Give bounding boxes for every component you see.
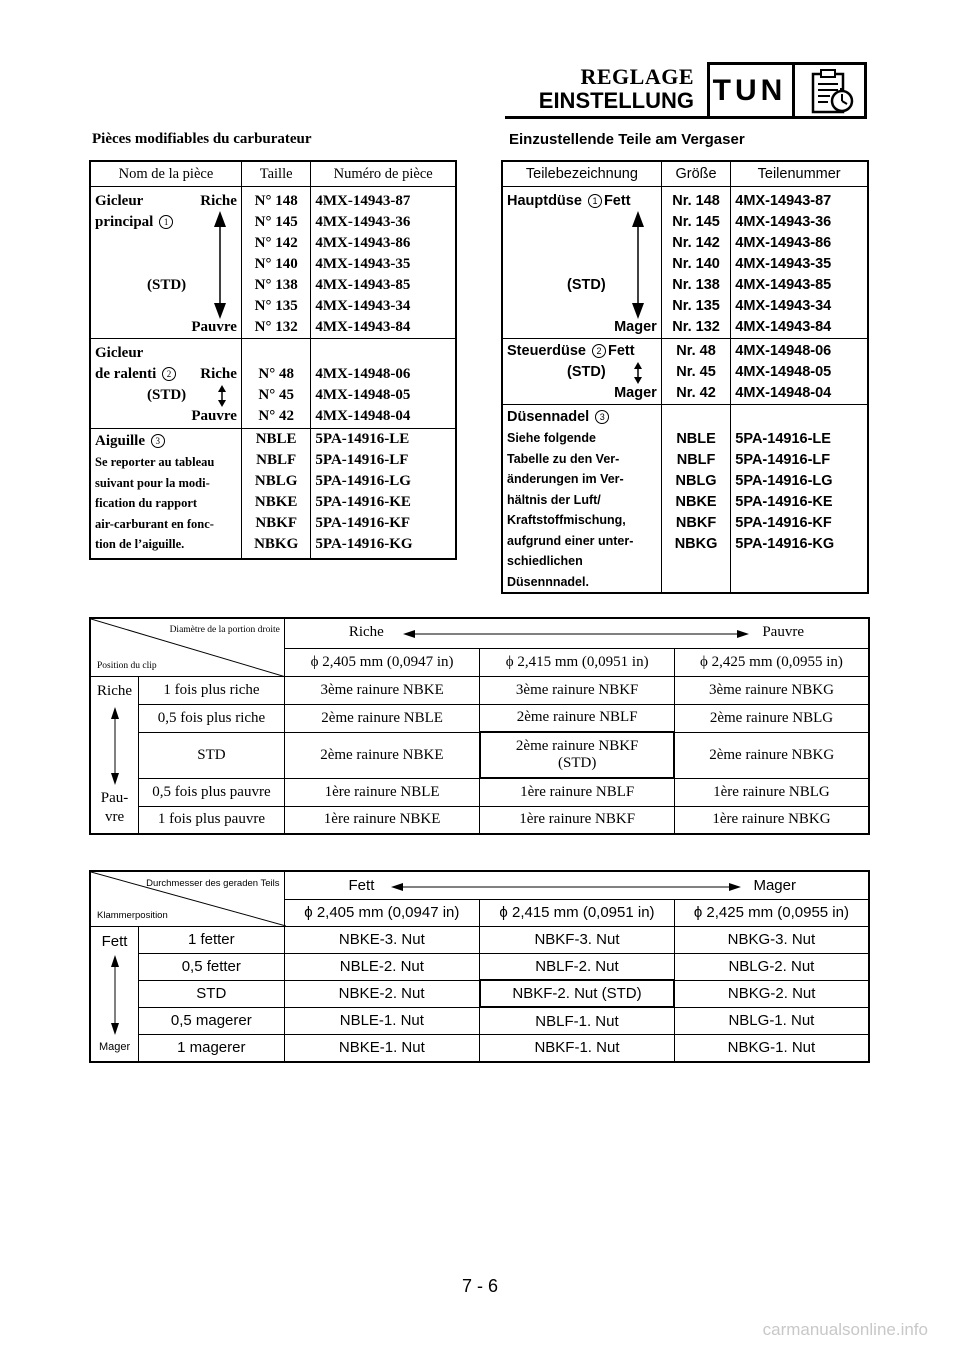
fr-header-name: Nom de la pièce bbox=[90, 161, 241, 187]
de-lean-label: Mager bbox=[753, 877, 796, 894]
fr-pilot-size-1: N° 45 bbox=[258, 387, 294, 403]
de-main-size-4: Nr. 138 bbox=[672, 277, 720, 293]
fr-pilot-jet-lean: Pauvre bbox=[191, 408, 237, 424]
de-needle-sizes bbox=[661, 405, 730, 594]
fr-main-part-1: 4MX-14943-36 bbox=[315, 214, 411, 230]
de-parts-title: Einzustellende Teile am Vergaser bbox=[509, 131, 745, 148]
fr-diameter-0: ϕ 2,405 mm (0,0947 in) bbox=[284, 648, 480, 676]
fr-needle-size-2: NBLG bbox=[254, 473, 298, 489]
watermark: carmanualsonline.info bbox=[762, 1320, 928, 1339]
de-needle-parts bbox=[731, 405, 868, 594]
de-row0-c0: NBKE-3. Nut bbox=[284, 926, 480, 953]
fr-needle-sizes bbox=[241, 429, 310, 559]
fr-main-jet-parts bbox=[311, 187, 456, 339]
fr-side-bottom-label-1: Pau- bbox=[100, 789, 129, 806]
de-parts-table bbox=[501, 160, 869, 594]
de-pilot-size-1: Nr. 45 bbox=[676, 364, 716, 380]
de-side-top-label: Fett bbox=[101, 932, 128, 950]
de-needle-table bbox=[89, 870, 870, 1063]
fr-needle-size-4: NBKF bbox=[255, 515, 297, 531]
de-pilot-part-1: 4MX-14948-05 bbox=[735, 364, 832, 380]
de-pilot-jet-sizes bbox=[661, 339, 730, 405]
de-side-bottom-label: Mager bbox=[98, 1040, 131, 1053]
fr-rich-lean-arrow-icon bbox=[403, 628, 749, 640]
fr-row2-c1: 2ème rainure NBKF bbox=[515, 738, 639, 754]
de-row4-pos: 1 magerer bbox=[139, 1034, 284, 1061]
de-row1-c1: NBLF-2. Nut bbox=[480, 953, 675, 980]
fr-row4-pos: 1 fois plus pauvre bbox=[139, 806, 285, 834]
de-pilot-jet-std: (STD) bbox=[567, 364, 606, 380]
de-needle-part-0: 5PA-14916-LE bbox=[735, 431, 831, 447]
fr-row1-c2: 2ème rainure NBLG bbox=[674, 704, 869, 732]
de-needle-size-2: NBLG bbox=[675, 473, 717, 489]
de-needle-part-4: 5PA-14916-KF bbox=[735, 515, 832, 531]
de-main-part-4: 4MX-14943-85 bbox=[735, 277, 832, 293]
fr-main-size-4: N° 138 bbox=[254, 277, 298, 293]
fr-row3-c1: 1ère rainure NBLF bbox=[480, 778, 675, 806]
fr-main-jet-label1: Gicleur bbox=[95, 193, 144, 209]
de-pilot-part-2: 4MX-14948-04 bbox=[735, 385, 832, 401]
fr-needle-parts bbox=[311, 429, 456, 559]
de-pilot-size-0: Nr. 48 bbox=[676, 343, 716, 359]
de-main-part-0: 4MX-14943-87 bbox=[735, 193, 832, 209]
fr-row4-c1: 1ère rainure NBKF bbox=[480, 806, 675, 834]
de-row4-c0: NBKE-1. Nut bbox=[284, 1034, 480, 1061]
fr-pilot-jet-label2: de ralenti bbox=[95, 366, 157, 382]
de-needle-note-3: hältnis der Luft/ bbox=[507, 492, 601, 507]
fr-pilot-part-1: 4MX-14948-05 bbox=[315, 387, 411, 403]
de-header-name: Teilebezeichnung bbox=[502, 161, 661, 187]
de-main-jet-sizes bbox=[661, 187, 730, 339]
de-main-part-6: 4MX-14943-84 bbox=[735, 319, 832, 335]
fr-needle-size-3: NBKE bbox=[254, 494, 298, 510]
de-main-size-6: Nr. 132 bbox=[672, 319, 720, 335]
fr-diag-top-label: Diamètre de la portion droite bbox=[169, 625, 280, 635]
fr-side-top-label: Riche bbox=[97, 682, 133, 699]
de-pilot-jet-name bbox=[502, 339, 661, 405]
fr-row2-c1-std bbox=[480, 732, 675, 778]
page-number: 7 - 6 bbox=[461, 1276, 499, 1296]
de-pilot-part-0: 4MX-14948-06 bbox=[735, 343, 832, 359]
fr-pilot-jet-name bbox=[90, 339, 241, 429]
fr-main-part-2: 4MX-14943-86 bbox=[315, 235, 411, 251]
de-header-part: Teilenummer bbox=[731, 161, 868, 187]
clipboard-stopwatch-icon bbox=[804, 67, 858, 115]
de-row2-pos: STD bbox=[139, 980, 284, 1007]
de-row3-c2: NBLG-1. Nut bbox=[674, 1007, 869, 1034]
fr-side-bottom-label-2: vre bbox=[104, 808, 125, 825]
de-main-part-3: 4MX-14943-35 bbox=[735, 256, 832, 272]
fr-needle-part-2: 5PA-14916-LG bbox=[315, 473, 411, 489]
fr-side-column bbox=[90, 676, 139, 834]
fr-needle-note-0: Se reporter au tableau bbox=[95, 455, 215, 469]
de-needle-part-5: 5PA-14916-KG bbox=[735, 536, 835, 552]
de-needle-note-2: änderungen im Ver- bbox=[507, 472, 624, 486]
de-pilot-jet-label: Steuerdüse bbox=[507, 343, 586, 359]
header-title-de: EINSTELLUNG bbox=[538, 88, 694, 113]
de-main-jet-label: Hauptdüse bbox=[507, 193, 582, 209]
fr-main-size-6: N° 132 bbox=[254, 319, 298, 335]
de-pilot-jet-arrow-icon bbox=[633, 362, 643, 384]
fr-needle-diag-cell bbox=[90, 618, 284, 676]
fr-needle-part-4: 5PA-14916-KF bbox=[315, 515, 411, 531]
de-needle-part-1: 5PA-14916-LF bbox=[735, 452, 831, 468]
de-side-arrow-icon bbox=[109, 955, 121, 1035]
fr-pilot-size-0: N° 48 bbox=[258, 366, 294, 382]
de-row4-c1: NBKF-1. Nut bbox=[480, 1034, 675, 1061]
de-main-part-5: 4MX-14943-34 bbox=[735, 298, 832, 314]
fr-parts-title: Pièces modifiables du carburateur bbox=[92, 131, 312, 147]
fr-needle-note-2: fication du rapport bbox=[95, 496, 198, 510]
de-needle-note-1: Tabelle zu den Ver- bbox=[507, 451, 620, 466]
fr-main-part-4: 4MX-14943-85 bbox=[315, 277, 411, 293]
fr-main-part-6: 4MX-14943-84 bbox=[315, 319, 411, 335]
fr-needle-size-0: NBLE bbox=[255, 431, 297, 447]
de-pilot-jet-parts bbox=[731, 339, 868, 405]
fr-pilot-jet-sizes bbox=[241, 339, 310, 429]
de-needle-name bbox=[502, 405, 661, 594]
de-row2-c1: NBKF-2. Nut (STD) bbox=[480, 980, 675, 1007]
de-needle-note-5: aufgrund einer unter- bbox=[507, 533, 634, 548]
fr-needle-size-1: NBLF bbox=[256, 452, 297, 468]
de-needle-size-4: NBKF bbox=[675, 515, 717, 531]
de-needle-label: Düsennadel bbox=[507, 409, 590, 425]
fr-row0-pos: 1 fois plus riche bbox=[139, 676, 285, 704]
fr-needle-name bbox=[90, 429, 241, 559]
de-side-column bbox=[90, 926, 139, 1062]
de-row1-c0: NBLE-2. Nut bbox=[284, 953, 480, 980]
fr-needle-part-3: 5PA-14916-KE bbox=[315, 494, 411, 510]
fr-pilot-jet-arrow-icon bbox=[217, 385, 227, 407]
fr-main-part-5: 4MX-14943-34 bbox=[315, 298, 411, 314]
de-diameter-2: ϕ 2,425 mm (0,0955 in) bbox=[674, 899, 869, 926]
header-title-fr: REGLAGE bbox=[580, 64, 694, 89]
de-row2-c2: NBKG-2. Nut bbox=[674, 980, 869, 1007]
de-needle-part-3: 5PA-14916-KE bbox=[735, 494, 833, 510]
fr-main-jet-sizes bbox=[241, 187, 310, 339]
fr-pilot-part-2: 4MX-14948-04 bbox=[315, 408, 411, 424]
fr-row2-pos: STD bbox=[139, 732, 285, 778]
header-badge-text: TUN bbox=[712, 73, 787, 107]
de-main-jet-rich: Fett bbox=[603, 193, 631, 209]
fr-row2-c0: 2ème rainure NBKE bbox=[284, 732, 480, 778]
fr-pilot-jet-num: 2 bbox=[162, 367, 176, 381]
de-needle-size-1: NBLF bbox=[676, 452, 716, 468]
fr-main-jet-num: 1 bbox=[159, 215, 173, 229]
fr-pilot-jet-parts bbox=[311, 339, 456, 429]
fr-main-size-5: N° 135 bbox=[254, 298, 298, 314]
de-needle-size-5: NBKG bbox=[674, 536, 718, 552]
fr-needle-note-1: suivant pour la modi- bbox=[95, 475, 210, 490]
fr-main-jet-std: (STD) bbox=[147, 277, 187, 293]
de-pilot-jet-rich: Fett bbox=[608, 343, 635, 359]
fr-pilot-jet-rich: Riche bbox=[200, 366, 237, 382]
de-needle-diag-cell bbox=[90, 871, 284, 926]
de-main-jet-name bbox=[502, 187, 661, 339]
fr-lean-label: Pauvre bbox=[762, 624, 804, 640]
de-needle-note-6: schiedlichen bbox=[507, 554, 583, 568]
fr-main-size-1: N° 145 bbox=[254, 214, 298, 230]
fr-row1-pos: 0,5 fois plus riche bbox=[139, 704, 285, 732]
fr-row2-c2: 2ème rainure NBKG bbox=[674, 732, 869, 778]
de-needle-note-0: Siehe folgende bbox=[507, 431, 596, 445]
fr-row3-pos: 0,5 fois plus pauvre bbox=[139, 778, 285, 806]
de-row3-c1: NBLF-1. Nut bbox=[480, 1007, 675, 1034]
fr-diameter-2: ϕ 2,425 mm (0,0955 in) bbox=[674, 648, 869, 676]
fr-needle-part-5: 5PA-14916-KG bbox=[315, 536, 413, 552]
de-row2-c0: NBKE-2. Nut bbox=[284, 980, 480, 1007]
fr-parts-table bbox=[89, 160, 457, 560]
fr-needle-table bbox=[89, 617, 870, 835]
de-diag-bottom-label: Klammerposition bbox=[97, 909, 168, 921]
de-row1-pos: 0,5 fetter bbox=[139, 953, 284, 980]
de-rich-lean-arrow-icon bbox=[391, 881, 741, 893]
fr-main-part-0: 4MX-14943-87 bbox=[315, 193, 411, 209]
de-needle-note-4: Kraftstoffmischung, bbox=[507, 513, 626, 527]
de-needle-num: 3 bbox=[595, 410, 609, 424]
fr-row1-c0: 2ème rainure NBLE bbox=[284, 704, 480, 732]
fr-needle-label: Aiguille bbox=[95, 433, 146, 449]
de-pilot-jet-lean: Mager bbox=[614, 385, 657, 401]
fr-needle-size-5: NBKG bbox=[254, 536, 299, 552]
fr-header-part: Numéro de pièce bbox=[311, 161, 456, 187]
fr-needle-note-4: tion de l’aiguille. bbox=[95, 537, 185, 551]
de-row0-c1: NBKF-3. Nut bbox=[480, 926, 675, 953]
fr-main-size-0: N° 148 bbox=[254, 193, 298, 209]
fr-needle-part-1: 5PA-14916-LF bbox=[315, 452, 409, 468]
de-row4-c2: NBKG-1. Nut bbox=[674, 1034, 869, 1061]
de-main-jet-lean: Mager bbox=[614, 319, 657, 335]
fr-row0-c2: 3ème rainure NBKG bbox=[674, 676, 869, 704]
fr-row1-c1: 2ème rainure NBLF bbox=[480, 704, 675, 732]
fr-diameter-1: ϕ 2,415 mm (0,0951 in) bbox=[480, 648, 675, 676]
fr-needle-note-3: air-carburant en fonc- bbox=[95, 516, 214, 531]
fr-main-size-3: N° 140 bbox=[254, 256, 298, 272]
fr-side-arrow-icon bbox=[109, 707, 121, 785]
header-badge-divider bbox=[792, 62, 795, 119]
fr-pilot-jet-label1: Gicleur bbox=[95, 345, 144, 361]
de-diameter-1: ϕ 2,415 mm (0,0951 in) bbox=[480, 899, 675, 926]
fr-rich-lean-header bbox=[284, 618, 869, 648]
fr-main-part-3: 4MX-14943-35 bbox=[315, 256, 411, 272]
fr-main-jet-name bbox=[90, 187, 241, 339]
de-row0-c2: NBKG-3. Nut bbox=[674, 926, 869, 953]
de-main-jet-std: (STD) bbox=[567, 277, 606, 293]
fr-main-jet-label2: principal bbox=[95, 214, 154, 230]
de-header-size: Größe bbox=[661, 161, 730, 187]
de-main-jet-parts bbox=[731, 187, 868, 339]
fr-diag-bottom-label: Position du clip bbox=[97, 660, 157, 671]
de-main-size-5: Nr. 135 bbox=[672, 298, 720, 314]
de-main-size-0: Nr. 148 bbox=[672, 193, 720, 209]
de-rich-lean-header bbox=[284, 871, 869, 899]
fr-needle-part-0: 5PA-14916-LE bbox=[315, 431, 410, 447]
de-row3-c0: NBLE-1. Nut bbox=[284, 1007, 480, 1034]
de-main-jet-num: 1 bbox=[588, 194, 602, 208]
fr-header-size: Taille bbox=[241, 161, 310, 187]
de-pilot-size-2: Nr. 42 bbox=[676, 385, 716, 401]
fr-rich-label: Riche bbox=[348, 624, 384, 640]
fr-row4-c0: 1ère rainure NBKE bbox=[284, 806, 480, 834]
fr-pilot-jet-std: (STD) bbox=[147, 387, 187, 403]
fr-row3-c2: 1ère rainure NBLG bbox=[674, 778, 869, 806]
de-needle-size-3: NBKE bbox=[675, 494, 717, 510]
fr-row2-std-note: (STD) bbox=[557, 755, 597, 771]
de-row1-c2: NBLG-2. Nut bbox=[674, 953, 869, 980]
de-rich-label: Fett bbox=[348, 877, 375, 894]
fr-row4-c2: 1ère rainure NBKG bbox=[674, 806, 869, 834]
fr-needle-num: 3 bbox=[151, 434, 165, 448]
de-diameter-0: ϕ 2,405 mm (0,0947 in) bbox=[284, 899, 480, 926]
de-main-size-2: Nr. 142 bbox=[672, 235, 720, 251]
fr-pilot-size-2: N° 42 bbox=[258, 408, 294, 424]
de-main-part-1: 4MX-14943-36 bbox=[735, 214, 832, 230]
fr-row0-c1: 3ème rainure NBKF bbox=[480, 676, 675, 704]
de-needle-part-2: 5PA-14916-LG bbox=[735, 473, 833, 489]
de-needle-size-0: NBLE bbox=[676, 431, 716, 447]
fr-main-jet-arrow-icon bbox=[213, 211, 227, 319]
de-main-size-3: Nr. 140 bbox=[672, 256, 720, 272]
de-needle-note-7: Düsennnadel. bbox=[507, 574, 589, 589]
fr-row3-c0: 1ère rainure NBLE bbox=[284, 778, 480, 806]
de-pilot-jet-num: 2 bbox=[592, 344, 606, 358]
de-main-part-2: 4MX-14943-86 bbox=[735, 235, 832, 251]
de-row3-pos: 0,5 magerer bbox=[139, 1007, 284, 1034]
de-main-size-1: Nr. 145 bbox=[672, 214, 720, 230]
fr-row0-c0: 3ème rainure NBKE bbox=[284, 676, 480, 704]
fr-main-size-2: N° 142 bbox=[254, 235, 298, 251]
fr-pilot-part-0: 4MX-14948-06 bbox=[315, 366, 411, 382]
fr-main-jet-rich: Riche bbox=[200, 193, 237, 209]
de-diag-top-label: Durchmesser des geraden Teils bbox=[146, 878, 280, 889]
de-row0-pos: 1 fetter bbox=[139, 926, 284, 953]
fr-main-jet-lean: Pauvre bbox=[191, 319, 237, 335]
de-main-jet-arrow-icon bbox=[631, 211, 645, 319]
